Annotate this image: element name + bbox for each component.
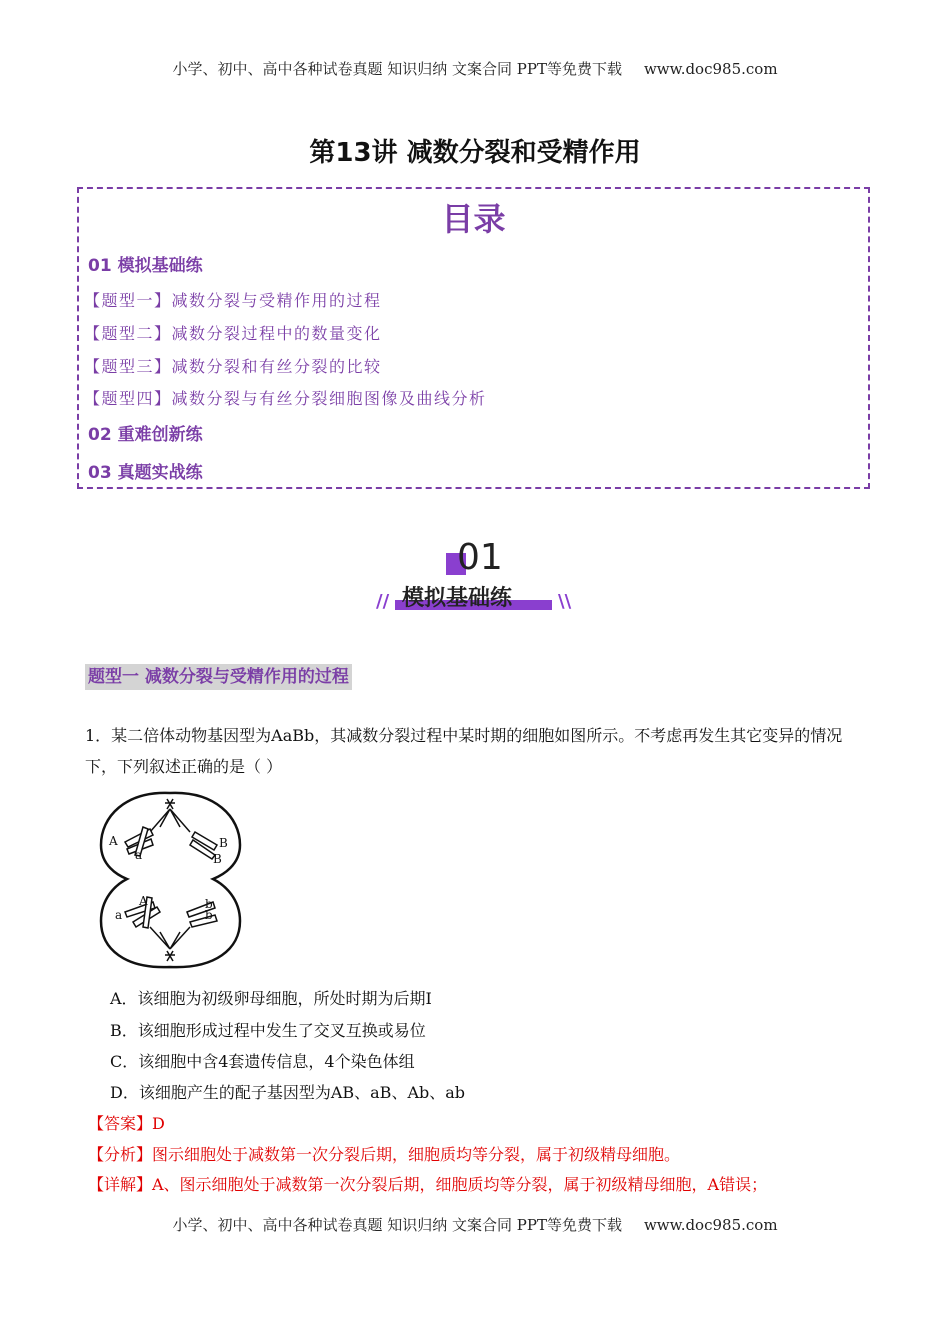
badge-number: 01 [457, 537, 503, 578]
cell-division-figure [95, 787, 245, 972]
label: A [109, 834, 118, 848]
badge-right-mark: \\ [558, 591, 572, 612]
answer: 【答案】D [88, 1114, 165, 1133]
option-a[interactable]: A．该细胞为初级卵母细胞，所处时期为后期Ⅰ [110, 989, 432, 1008]
toc-item[interactable]: 【题型四】减数分裂与有丝分裂细胞图像及曲线分析 [84, 389, 487, 408]
toc-item[interactable]: 【题型三】减数分裂和有丝分裂的比较 [84, 357, 382, 376]
header-text: 小学、初中、高中各种试卷真题 知识归纳 文案合同 PPT等免费下载 [172, 60, 622, 78]
question-stem: 1．某二倍体动物基因型为AaBb，其减数分裂过程中某时期的细胞如图所示。不考虑再发生其它变异的情况下，下列叙述正确的是（ ） [85, 726, 843, 776]
toc-item[interactable]: 【题型二】减数分裂过程中的数量变化 [84, 324, 382, 343]
toc-section-1[interactable]: 01 模拟基础练 [88, 256, 203, 276]
footer-url[interactable]: www.doc985.com [643, 1216, 778, 1234]
header-url[interactable]: www.doc985.com [643, 60, 778, 78]
cell-outline [101, 793, 240, 967]
badge-label: 模拟基础练 [402, 586, 513, 611]
label: a [115, 908, 123, 922]
label: a [135, 848, 143, 862]
section-title: 题型一 减数分裂与受精作用的过程 [85, 664, 352, 690]
option-d[interactable]: D．该细胞产生的配子基因型为AB、aB、Ab、ab [110, 1083, 466, 1102]
toc-heading: 目录 [441, 200, 506, 238]
table-of-contents [77, 187, 870, 489]
detail: 【详解】A、图示细胞处于减数第一次分裂后期，细胞质均等分裂，属于初级精母细胞，A错误； [88, 1175, 768, 1194]
section-badge [376, 535, 580, 620]
label: B [219, 836, 228, 850]
page-header [0, 58, 950, 79]
label: A [139, 894, 148, 908]
toc-section-2[interactable]: 02 重难创新练 [88, 425, 203, 445]
option-c[interactable]: C．该细胞中含4套遗传信息，4个染色体组 [110, 1052, 415, 1071]
toc-section-3[interactable]: 03 真题实战练 [88, 463, 203, 483]
footer-text: 小学、初中、高中各种试卷真题 知识归纳 文案合同 PPT等免费下载 [172, 1216, 622, 1234]
label: B [213, 852, 222, 866]
badge-left-mark: // [376, 591, 390, 612]
analysis: 【分析】图示细胞处于减数第一次分裂后期，细胞质均等分裂，属于初级精母细胞。 [88, 1145, 681, 1164]
spindle-bottom [150, 927, 190, 961]
toc-item[interactable]: 【题型一】减数分裂与受精作用的过程 [84, 291, 382, 310]
page-title: 第13讲 减数分裂和受精作用 [309, 138, 641, 168]
spindle-top [150, 799, 190, 832]
label: b [205, 908, 213, 922]
option-b[interactable]: B．该细胞形成过程中发生了交叉互换或易位 [110, 1021, 426, 1040]
label: b [205, 897, 213, 911]
page-footer [0, 1214, 950, 1235]
